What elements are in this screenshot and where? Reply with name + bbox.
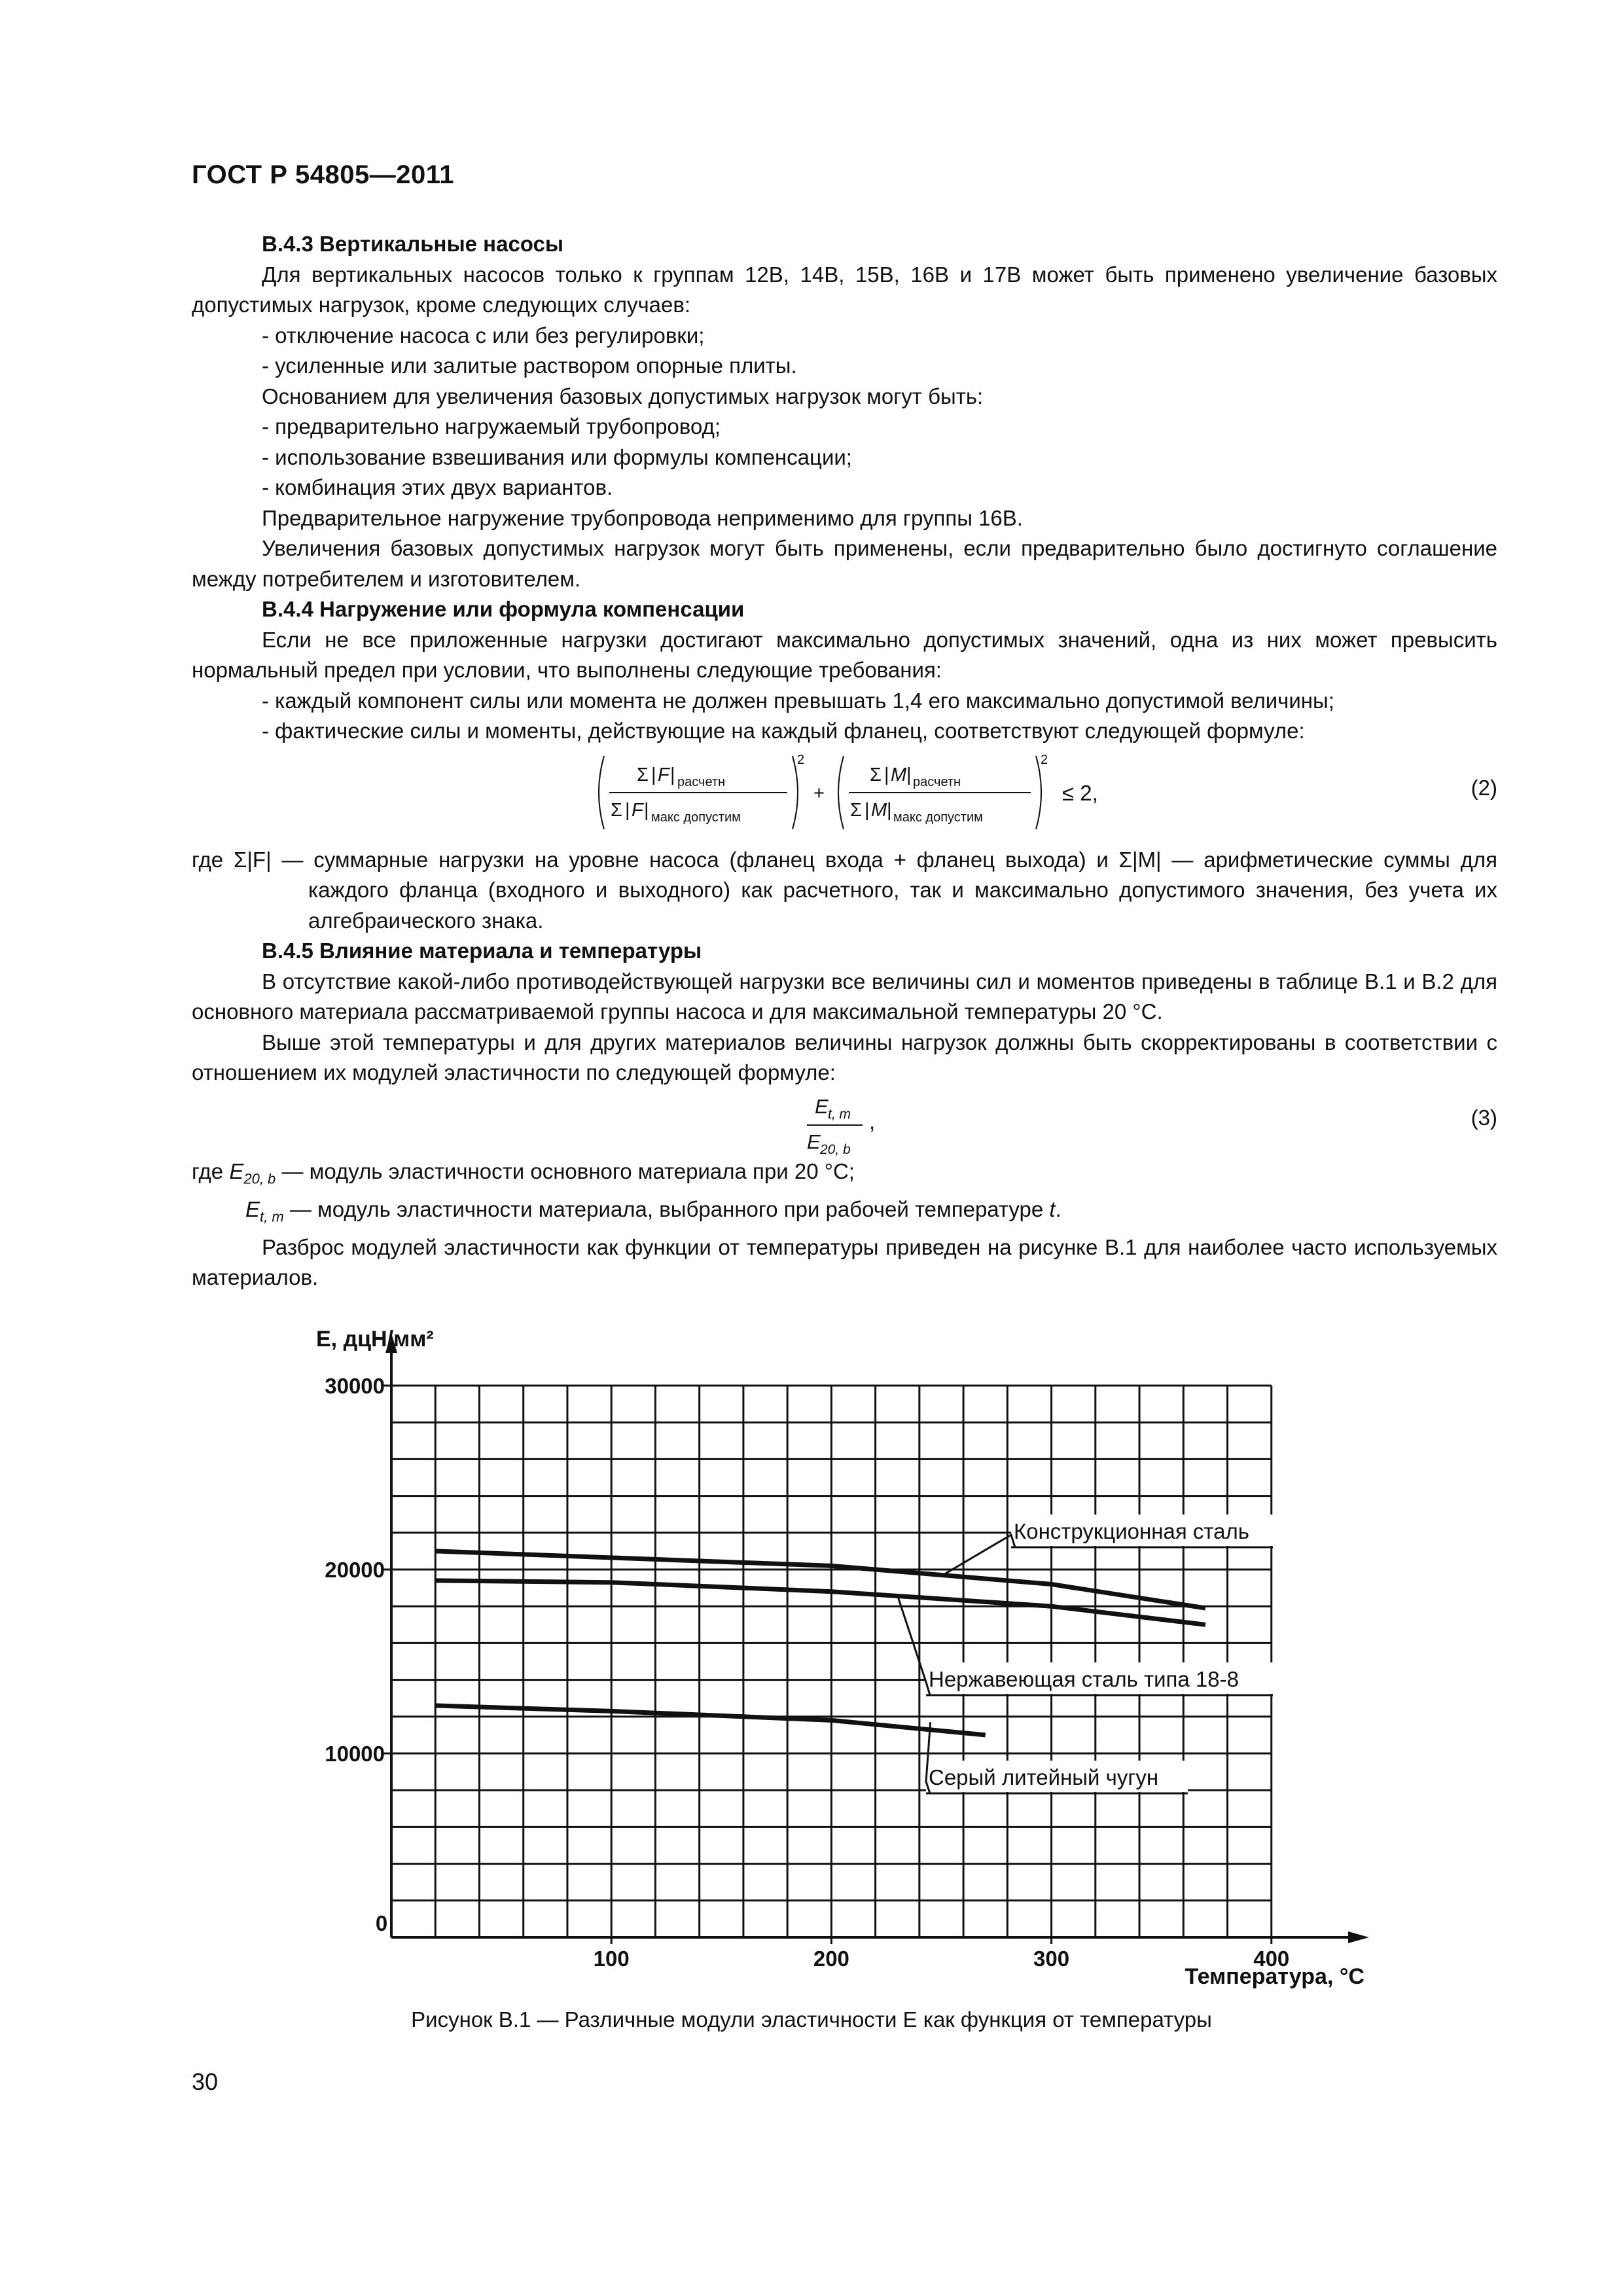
formula-m: M <box>891 764 907 785</box>
y-tick-label: 10000 <box>325 1742 385 1766</box>
formula-m: M <box>871 799 887 821</box>
heading-b43: В.4.3 Вертикальные насосы <box>262 232 564 256</box>
x-tick-label: 400 <box>1253 1946 1290 1971</box>
formula-f: F <box>632 799 643 821</box>
formula-sub-max: макс допустим <box>651 810 741 825</box>
formula-bar: | <box>906 764 912 785</box>
list-item: - предварительно нагружаемый трубопровод; <box>262 414 721 439</box>
formula-bar: | <box>887 799 892 821</box>
paragraph: Увеличения базовых допустимых нагрузок могут быть применены, если предварительно было достигнуто соглашение между потребителем и изготовителем. <box>192 536 1497 591</box>
list-item: - использование взвешивания или формулы компенсации; <box>262 444 852 469</box>
where-text: — модуль эластичности основного материала при 20 °С; <box>276 1158 855 1183</box>
formula-bar: | <box>651 764 656 785</box>
formula-sigma: Σ <box>870 764 882 785</box>
where-prefix: где <box>192 1158 230 1183</box>
symbol-e: E <box>229 1158 244 1183</box>
formula-bar: | <box>644 799 649 821</box>
formula-sigma: Σ <box>850 799 862 821</box>
paragraph: Если не все приложенные нагрузки достигают максимально допустимых значений, одна из них может превысить нормальный предел при условии, что выполнены следующие требования: <box>192 627 1497 682</box>
formula-sub-max: макс допустим <box>893 810 983 825</box>
where-end: . <box>1055 1196 1061 1221</box>
list-item: - каждый компонент силы или момента не должен превышать 1,4 его максимально допустимой величины; <box>262 688 1334 713</box>
legend-label: Нержавеющая сталь типа 18-8 <box>929 1667 1239 1691</box>
list-item: - комбинация этих двух вариантов. <box>262 475 613 499</box>
paragraph: Разброс модулей эластичности как функции от температуры приведен на рисунке В.1 для наиболее часто используемых материалов. <box>192 1234 1497 1290</box>
x-axis-arrow <box>1348 1931 1369 1943</box>
x-tick-label: 200 <box>813 1946 849 1971</box>
legend-label: Конструкционная сталь <box>1014 1519 1249 1543</box>
page-number: 30 <box>192 2068 219 2095</box>
chart-labels <box>316 1327 1364 1989</box>
x-tick-label: 300 <box>1033 1946 1070 1971</box>
heading-b45: В.4.5 Влияние материала и температуры <box>262 939 702 963</box>
symbol-sub: t, m <box>260 1208 284 1225</box>
formula-plus: + <box>813 782 825 804</box>
list-item: - отключение насоса с или без регулировки; <box>262 323 705 348</box>
x-tick-label: 100 <box>593 1946 630 1971</box>
y-tick-label: 20000 <box>325 1558 385 1582</box>
symbol-e: E <box>245 1196 260 1221</box>
where-text: — модуль эластичности материала, выбранного при рабочей температуре <box>283 1196 1050 1221</box>
y-tick-label: 30000 <box>325 1374 385 1398</box>
heading-b44: В.4.4 Нагружение или формула компенсации <box>262 597 745 621</box>
paragraph: Предварительное нагружение трубопровода неприменимо для группы 16В. <box>262 505 1023 530</box>
formula-rhs: ≤ 2, <box>1062 780 1098 805</box>
formula-sub: 20, b <box>820 1141 851 1157</box>
paragraph: В отсутствие какой-либо противодействующей нагрузки все величины сил и моментов приведены в таблице В.1 и В.2 для основного материала рассматриваемой группы насоса и для максимальной температуры 20 °С. <box>192 969 1497 1024</box>
formula-sigma: Σ <box>637 764 649 785</box>
origin-label: 0 <box>375 1911 388 1935</box>
formula-number: (3) <box>1471 1105 1497 1130</box>
formula-sub-calc: расчетн <box>677 774 726 789</box>
formula-exp: 2 <box>1041 752 1048 767</box>
formula-sub-calc: расчетн <box>913 774 961 789</box>
series-line <box>435 1706 985 1735</box>
formula-bar: | <box>865 799 870 821</box>
formula-sub: t, m <box>828 1106 851 1122</box>
document-header: ГОСТ Р 54805—2011 <box>192 160 454 189</box>
formula-comma: , <box>869 1109 876 1134</box>
series-line <box>435 1581 1205 1624</box>
paragraph: Выше этой температуры и для других материалов величины нагрузок должны быть скорректированы в соответствии с отношением их модулей эластичности по следующей формуле: <box>192 1030 1497 1085</box>
formula-f: F <box>658 764 669 785</box>
formula-e: E <box>815 1094 829 1118</box>
chart-grid <box>391 1386 1272 1937</box>
formula-sigma: Σ <box>611 799 622 821</box>
y-axis-title: E, дцН/мм² <box>316 1327 434 1352</box>
symbol-sub: 20, b <box>243 1170 276 1187</box>
formula-bar: | <box>625 799 630 821</box>
symbol-t: t <box>1049 1196 1056 1221</box>
legend-label: Серый литейный чугун <box>929 1765 1159 1789</box>
formula-bar: | <box>884 764 889 785</box>
x-axis-title: Температура, °С <box>1185 1964 1364 1989</box>
paragraph: Для вертикальных насосов только к группам 12В, 14В, 15В, 16В и 17В может быть применено увеличение базовых допустимых нагрузок, кроме следующих случаев: <box>192 262 1497 317</box>
formula-bar: | <box>670 764 675 785</box>
formula-explanation: где Σ|F| — суммарные нагрузки на уровне насоса (фланец входа + фланец выхода) и Σ|M| — арифметические суммы для каждого фланца (входного и выходного) как расчетного, так и максимально допустимого значения, без учета их алгебраического знака. <box>192 847 1497 933</box>
paragraph: Основанием для увеличения базовых допустимых нагрузок могут быть: <box>262 384 984 408</box>
formula-e: E <box>807 1130 821 1153</box>
figure-caption: Рисунок В.1 — Различные модули эластичности E как функция от температуры <box>411 2007 1212 2032</box>
formula-number: (2) <box>1471 775 1497 800</box>
formula-exp: 2 <box>797 752 805 767</box>
list-item: - усиленные или залитые раствором опорные плиты. <box>262 353 797 378</box>
list-item: - фактические силы и моменты, действующие на каждый фланец, соответствуют следующей формуле: <box>262 719 1305 743</box>
